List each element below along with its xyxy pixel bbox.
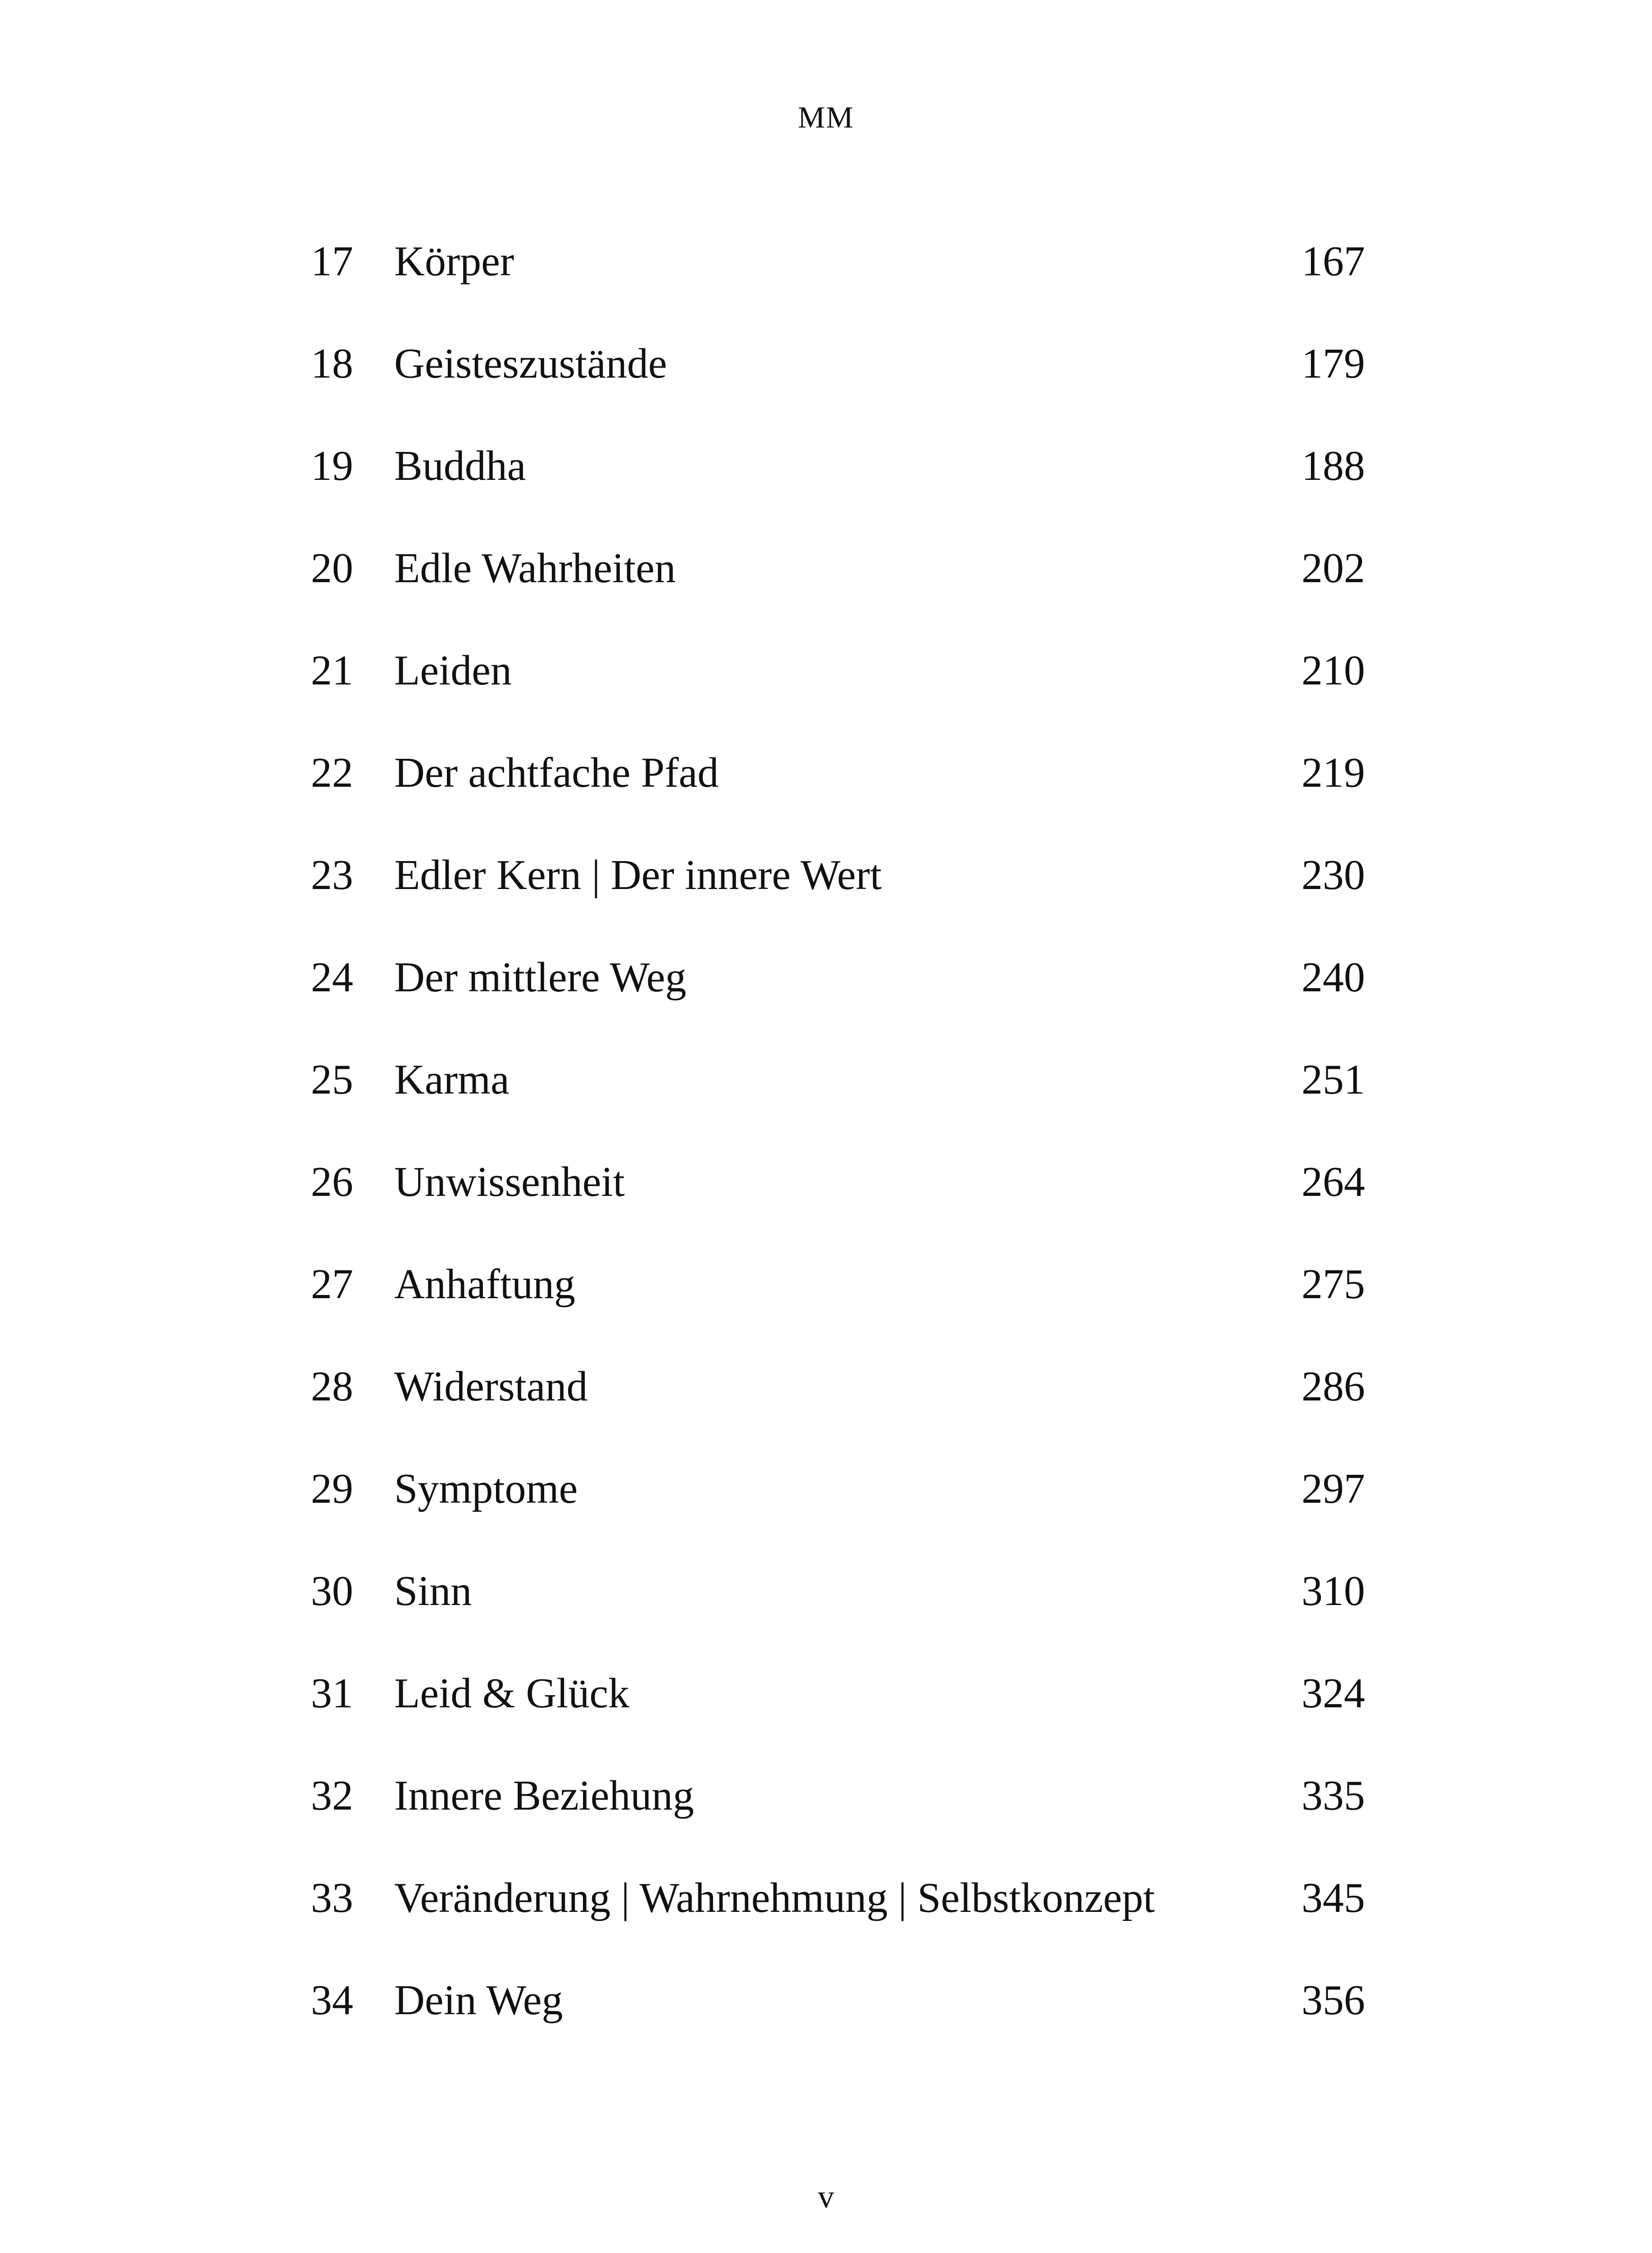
chapter-title: Veränderung | Wahrnehmung | Selbstkonzept	[394, 1874, 1155, 1921]
page-number: 202	[1302, 545, 1365, 592]
toc-entry[interactable]	[311, 225, 1365, 328]
toc-entry[interactable]	[311, 839, 1365, 941]
chapter-title: Sinn	[394, 1568, 472, 1614]
page-number: 240	[1302, 954, 1365, 1001]
page-number: 310	[1302, 1568, 1365, 1614]
chapter-title: Der achtfache Pfad	[394, 749, 719, 796]
chapter-number: 31	[311, 1670, 353, 1717]
page-number: 179	[1302, 340, 1365, 387]
page-number: 297	[1302, 1465, 1365, 1512]
chapter-title: Der mittlere Weg	[394, 954, 687, 1001]
chapter-title: Widerstand	[394, 1363, 588, 1410]
toc-entry[interactable]	[311, 1555, 1365, 1657]
page-number: 188	[1302, 442, 1365, 489]
chapter-number: 19	[311, 442, 353, 489]
toc-entry[interactable]	[311, 941, 1365, 1044]
chapter-number: 22	[311, 749, 353, 796]
toc-entry[interactable]	[311, 1350, 1365, 1453]
chapter-number: 32	[311, 1772, 353, 1819]
toc-entry[interactable]	[311, 737, 1365, 839]
toc-entry[interactable]	[311, 1862, 1365, 1964]
page-number: 210	[1302, 647, 1365, 694]
chapter-number: 18	[311, 340, 353, 387]
chapter-title: Unwissenheit	[394, 1158, 625, 1205]
chapter-number: 24	[311, 954, 353, 1001]
page-number: 356	[1302, 1977, 1365, 2024]
chapter-number: 26	[311, 1158, 353, 1205]
table-of-contents	[311, 225, 1365, 2066]
page-number: 230	[1302, 852, 1365, 898]
chapter-title: Anhaftung	[394, 1261, 576, 1308]
chapter-title: Dein Weg	[394, 1977, 563, 2024]
chapter-number: 23	[311, 852, 353, 898]
page-number: 167	[1302, 238, 1365, 285]
running-header: MM	[798, 100, 854, 134]
toc-entry[interactable]	[311, 328, 1365, 430]
toc-entry[interactable]	[311, 1657, 1365, 1760]
chapter-number: 27	[311, 1261, 353, 1308]
toc-entry[interactable]	[311, 1453, 1365, 1555]
toc-entry[interactable]	[311, 1964, 1365, 2066]
chapter-title: Edle Wahrheiten	[394, 545, 676, 592]
chapter-number: 34	[311, 1977, 353, 2024]
page-number: 335	[1302, 1772, 1365, 1819]
chapter-title: Geisteszustände	[394, 340, 667, 387]
page-number: 345	[1302, 1874, 1365, 1921]
chapter-title: Karma	[394, 1056, 510, 1103]
chapter-title: Innere Beziehung	[394, 1772, 694, 1819]
page-number: 324	[1302, 1670, 1365, 1717]
chapter-number: 29	[311, 1465, 353, 1512]
chapter-title: Buddha	[394, 442, 526, 489]
page-folio: v	[818, 2179, 834, 2215]
page-number: 275	[1302, 1261, 1365, 1308]
chapter-title: Leid & Glück	[394, 1670, 630, 1717]
toc-entry[interactable]	[311, 1760, 1365, 1862]
chapter-number: 20	[311, 545, 353, 592]
toc-entry[interactable]	[311, 532, 1365, 634]
toc-entry[interactable]	[311, 634, 1365, 737]
chapter-number: 25	[311, 1056, 353, 1103]
page-number: 219	[1302, 749, 1365, 796]
chapter-number: 21	[311, 647, 353, 694]
toc-entry[interactable]	[311, 1044, 1365, 1146]
toc-entry[interactable]	[311, 1146, 1365, 1248]
chapter-number: 30	[311, 1568, 353, 1614]
chapter-number: 33	[311, 1874, 353, 1921]
chapter-title: Körper	[394, 238, 514, 285]
chapter-title: Leiden	[394, 647, 512, 694]
chapter-title: Symptome	[394, 1465, 578, 1512]
chapter-number: 28	[311, 1363, 353, 1410]
chapter-number: 17	[311, 238, 353, 285]
page-number: 251	[1302, 1056, 1365, 1103]
page-number: 264	[1302, 1158, 1365, 1205]
chapter-title: Edler Kern | Der innere Wert	[394, 852, 882, 898]
toc-entry[interactable]	[311, 1248, 1365, 1350]
page-number: 286	[1302, 1363, 1365, 1410]
toc-entry[interactable]	[311, 430, 1365, 532]
